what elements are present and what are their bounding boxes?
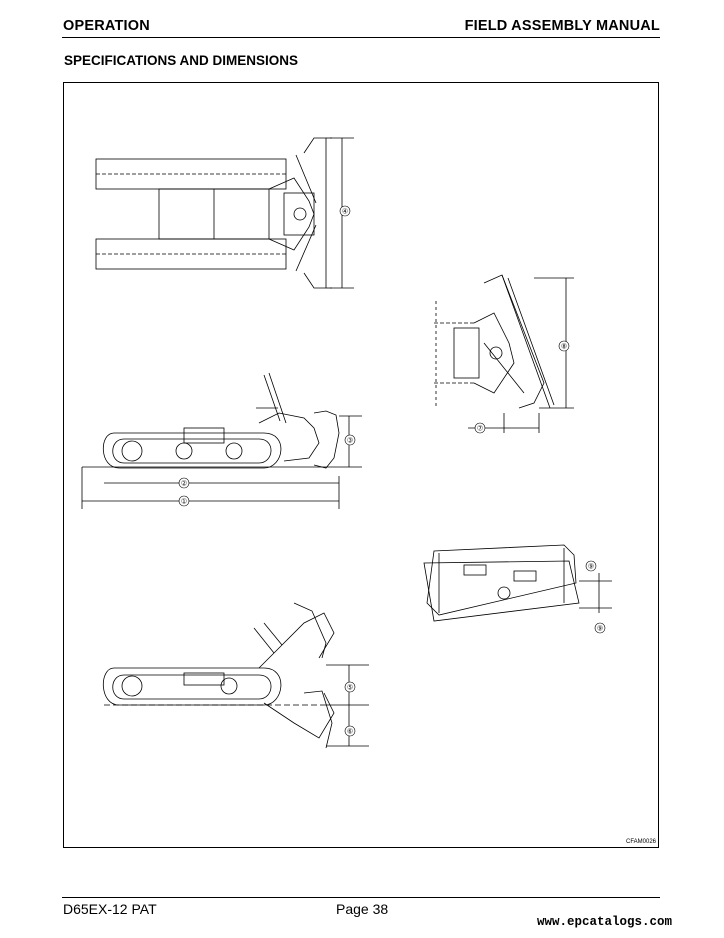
callout-1	[179, 496, 189, 506]
svg-text:④: ④	[341, 208, 349, 216]
svg-text:③: ③	[346, 437, 354, 445]
page-title: SPECIFICATIONS AND DIMENSIONS	[64, 53, 299, 68]
svg-text:⑦: ⑦	[476, 425, 484, 433]
callout-7	[475, 423, 485, 433]
svg-text:⑧: ⑧	[560, 343, 568, 351]
callout-5	[345, 682, 355, 692]
section-header: OPERATION	[63, 18, 150, 34]
svg-text:⑨: ⑨	[596, 625, 604, 633]
callout-4	[340, 206, 350, 216]
footer-model: D65EX-12 PAT	[63, 901, 157, 917]
footer-rule	[62, 897, 660, 898]
dimensions-figure	[63, 82, 659, 848]
callout-8	[559, 341, 569, 351]
side-view-drawing	[82, 373, 362, 509]
callout-9-upper	[586, 561, 596, 571]
raise-lower-view-drawing	[103, 603, 369, 748]
manual-title: FIELD ASSEMBLY MANUAL	[464, 18, 660, 34]
svg-text:⑥: ⑥	[346, 728, 354, 736]
callout-labels	[179, 206, 605, 736]
footer-page-number: Page 38	[336, 901, 389, 917]
svg-text:②: ②	[180, 480, 188, 488]
callout-3	[345, 435, 355, 445]
figure-code: CFAM0026	[625, 839, 656, 845]
top-view-drawing	[96, 138, 354, 288]
callout-6	[345, 726, 355, 736]
svg-text:⑨: ⑨	[587, 563, 595, 571]
tilt-view-drawing	[424, 545, 612, 621]
callout-9-lower	[595, 623, 605, 633]
header-rule	[62, 37, 660, 38]
svg-text:⑤: ⑤	[346, 684, 354, 692]
angle-view-drawing	[434, 275, 574, 433]
dozer-line-drawings	[64, 83, 660, 849]
footer-website-watermark: www.epcatalogs.com	[536, 915, 672, 929]
callout-2	[179, 478, 189, 488]
svg-text:①: ①	[180, 498, 188, 506]
